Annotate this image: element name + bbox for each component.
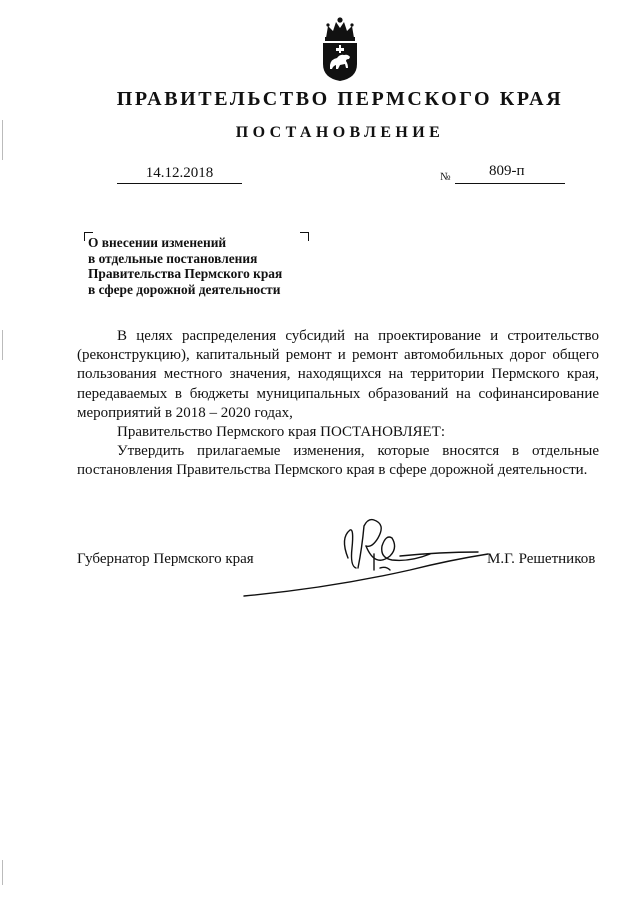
body-line: Утвердить прилагаемые изменения, которые вносятся в отдельные [117,443,599,460]
subject-line: Правительства Пермского края [88,266,283,281]
signatory-name: М.Г. Решетников [487,551,596,567]
date-field [117,163,242,184]
scan-edge-mark [2,330,3,360]
subject-line: в сфере дорожной деятельности [88,281,281,297]
number-label: № [440,171,451,183]
body-line: постановления Правительства Пермского края в сфере дорожной деятельности. [77,462,588,479]
scan-edge-mark [2,860,3,885]
document-subject [88,235,282,297]
subject-line: О внесении изменений [88,235,227,250]
decree-line: Правительство Пермского края ПОСТАНОВЛЯЕТ: [117,424,446,441]
organization-title: ПРАВИТЕЛЬСТВО ПЕРМСКОГО КРАЯ [116,88,564,110]
document-body [77,327,599,481]
body-line: мероприятий в 2018 – 2020 годах, [77,404,293,421]
subject-line: в отдельные постановления [88,250,258,266]
signatory-title: Губернатор Пермского края [77,551,254,567]
perm-krai-coat-of-arms-icon [318,16,362,82]
document-type: ПОСТАНОВЛЕНИЕ [235,124,445,141]
document-number: 809-п [489,163,525,179]
number-field [455,163,565,184]
body-line: (реконструкцию), капитальный ремонт и ремонт автомобильных дорог общего [77,347,599,364]
document-date: 14.12.2018 [145,165,214,181]
subject-corner-mark [300,232,309,241]
body-line: пользования местного значения, находящихся на территории Пермского края, [77,366,599,383]
body-line: передаваемых в бюджеты муниципальных образований на софинансирование [77,385,599,402]
handwritten-signature-icon [240,508,490,598]
body-line: В целях распределения субсидий на проектирование и строительство [117,328,599,344]
